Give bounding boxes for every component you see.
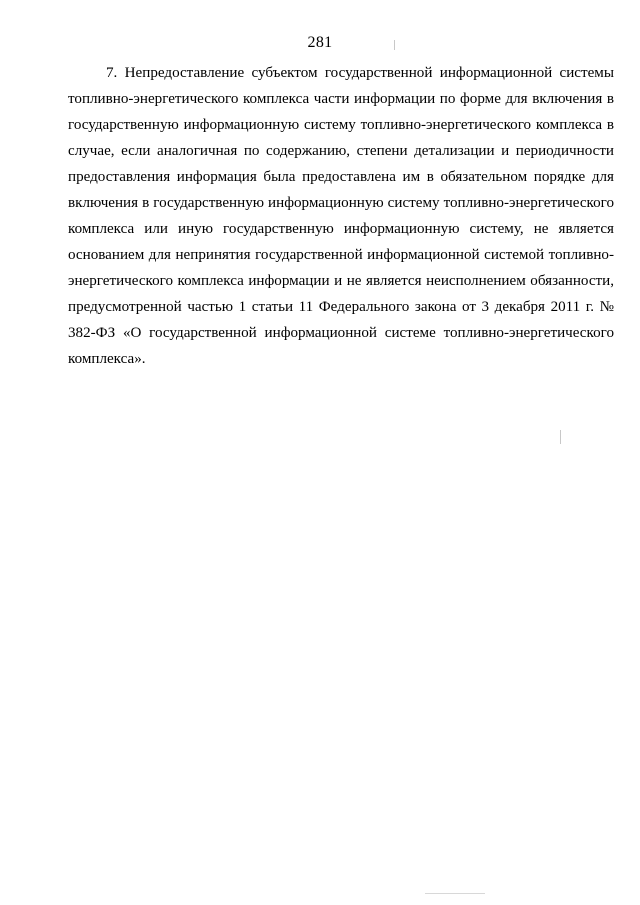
paragraph-7: 7. Непредоставление субъектом государственной информационной системы топливно-энергетического комплекса части информации по форме для включения в государственную информационную систему топливно-энергетического комплекса в случае, если аналогичная по содержанию, степени детализации и периодичности предоставления информация была предоставлена им в обязательном порядке для включения в государственную информационную систему топливно-энергетического комплекса или иную государственную информационную систему, не является основанием для непринятия государственной информационной системой топливно-энергетического комплекса информации и не является неисполнением обязанности, предусмотренной частью 1 статьи 11 Федерального закона от 3 декабря 2011 г. № 382-ФЗ «О государственной информационной системе топливно-энергетического комплекса». [68,65,614,367]
scan-artifact [560,430,561,444]
scan-artifact [394,40,395,50]
page-number: 281 [307,34,333,51]
scan-artifact [425,893,485,894]
